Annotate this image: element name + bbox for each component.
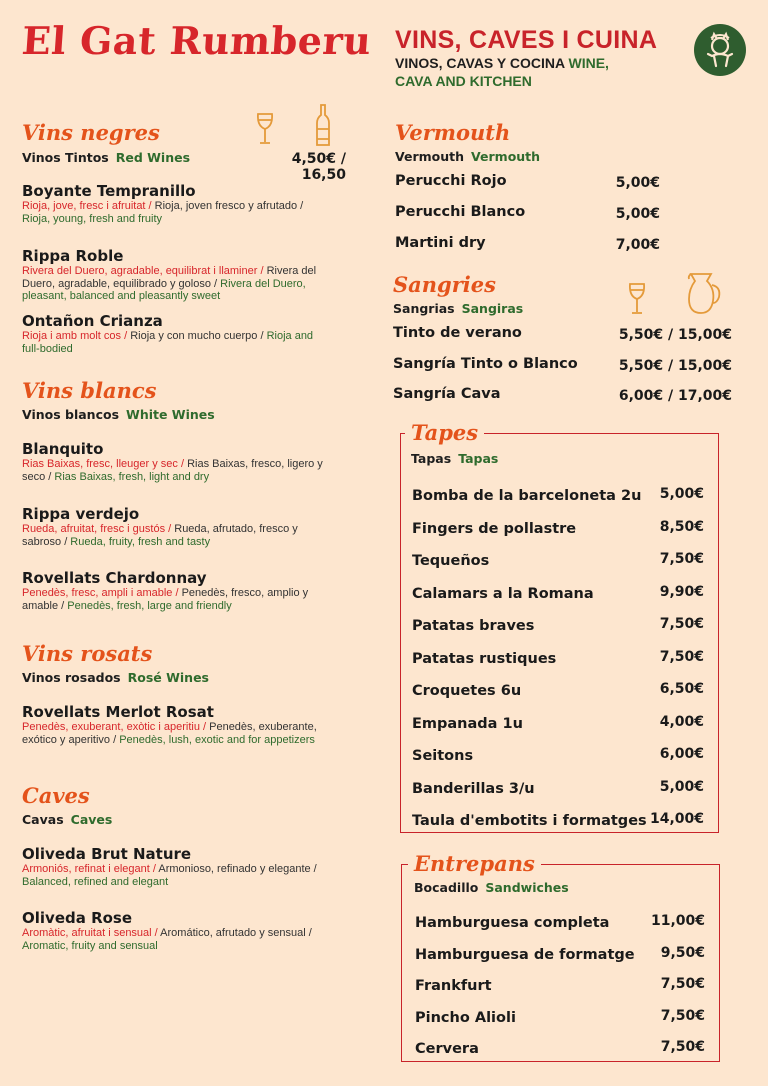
section-title-entrepans: Entrepans: [408, 851, 541, 876]
section-title-vins-rosats: Vins rosats: [22, 641, 153, 666]
wine-glass-icon: [255, 112, 275, 150]
tapa-price: 14,00€: [649, 811, 704, 827]
subtitle-en: Tapas: [458, 451, 499, 466]
jug-icon: [685, 271, 723, 319]
desc-en: Rioja and full-bodied: [22, 330, 314, 355]
subtitle-en: Vermouth: [471, 149, 541, 164]
vermouth-price: 5,00€: [615, 206, 660, 222]
section-subtitle-vins-rosats: [22, 670, 209, 685]
wine-name: Rovellats Chardonnay: [22, 569, 207, 587]
tapa-price: 8,50€: [659, 518, 704, 535]
tapa-name: Seitons: [412, 748, 474, 764]
subtitle-en: Rosé Wines: [127, 670, 209, 685]
section-subtitle-sangries: [393, 301, 523, 316]
desc-en: Penedès, lush, exotic and for appetizers: [116, 733, 315, 746]
sandwich-name: Pincho Alioli: [415, 1009, 516, 1026]
tapa-price: 6,50€: [659, 681, 704, 697]
desc-ca: Rioja, jove, fresc i afruitat /: [22, 200, 152, 212]
wine-description: [22, 265, 332, 303]
tapa-name: Banderillas 3/u: [412, 780, 535, 797]
entrepans-list: [415, 912, 705, 1070]
wine-description: [22, 200, 332, 225]
vermouth-name: Perucchi Rojo: [395, 173, 507, 189]
wine-name: Boyante Tempranillo: [22, 182, 196, 200]
section-subtitle-entrepans: [414, 880, 569, 895]
sangria-name: Sangría Cava: [393, 386, 501, 402]
list-item: [412, 583, 704, 616]
cat-logo-icon: [694, 24, 746, 76]
list-item: [412, 648, 704, 681]
tapa-name: Taula d'embotits i formatges: [412, 813, 647, 829]
header-subtitle-en-1: WINE,: [568, 55, 609, 71]
wine-description: [22, 458, 332, 483]
wine-glass-icon: [627, 282, 647, 320]
header-subtitle-es: VINOS, CAVAS Y COCINA: [395, 55, 565, 71]
wine-name: Oliveda Brut Nature: [22, 845, 192, 863]
wine-item: [22, 569, 332, 612]
tapa-price: 7,50€: [659, 616, 704, 632]
list-item: [415, 1038, 705, 1070]
wine-description: [22, 721, 332, 746]
subtitle-es: Vinos Tintos: [22, 150, 109, 165]
wine-item: [22, 845, 332, 888]
wine-description: [22, 523, 332, 548]
desc-ca: Rioja i amb molt cos /: [22, 330, 128, 342]
list-item: [412, 485, 704, 518]
desc-es: Rias Baixas, fresco, ligero y seco /: [22, 458, 323, 483]
header-subtitle: [395, 54, 665, 90]
tapa-price: 9,90€: [659, 583, 704, 600]
section-title-sangries: Sangries: [393, 272, 496, 297]
list-item: [412, 518, 704, 551]
list-item: [415, 1007, 705, 1039]
list-item: [415, 944, 705, 976]
tapes-list: [412, 485, 704, 843]
desc-en: Rias Baixas, fresh, light and dry: [51, 470, 210, 483]
desc-es: Armonioso, refinado y elegante /: [155, 863, 317, 875]
wine-bottle-icon: [315, 103, 331, 151]
tapa-name: Bomba de la barceloneta 2u: [412, 488, 642, 504]
sangria-price: 6,00€ / 17,00€: [618, 388, 732, 404]
section-subtitle-vins-negres: [22, 150, 190, 165]
tapa-price: 5,00€: [659, 486, 704, 502]
wine-description: [22, 927, 332, 952]
wine-item: [22, 247, 332, 303]
wine-item: [22, 440, 332, 483]
tapa-price: 7,50€: [659, 551, 704, 567]
section-title-vermouth: Vermouth: [395, 120, 511, 145]
sangria-price: 5,50€ / 15,00€: [618, 358, 732, 374]
list-item: [415, 975, 705, 1007]
wine-name: Oliveda Rose: [22, 909, 133, 927]
wine-description: [22, 330, 332, 355]
wine-item: [22, 312, 332, 355]
desc-ca: Rivera del Duero, agradable, equilibrat i llaminer /: [22, 265, 264, 277]
tapa-price: 5,00€: [659, 778, 704, 795]
tapa-name: Patatas rustiques: [412, 650, 557, 667]
sandwich-name: Hamburguesa completa: [415, 915, 610, 931]
wine-name: Rippa verdejo: [22, 505, 140, 523]
tapa-name: Croquetes 6u: [412, 683, 522, 699]
vermouth-name: Perucchi Blanco: [395, 204, 526, 220]
wine-item: [22, 703, 332, 746]
list-item: [412, 680, 704, 713]
section-title-vins-negres: Vins negres: [22, 120, 160, 145]
desc-es: Rioja, joven fresco y afrutado /: [151, 200, 304, 212]
sandwich-name: Hamburguesa de formatge: [415, 946, 635, 963]
sandwich-name: Frankfurt: [415, 978, 492, 994]
subtitle-es: Bocadillo: [414, 880, 479, 895]
wine-description: [22, 587, 332, 612]
tapa-price: 6,00€: [659, 746, 704, 762]
desc-en: Rivera del Duero, pleasant, balanced and pleasantly sweet: [22, 277, 306, 302]
list-item: [412, 745, 704, 778]
header-title: VINS, CAVES I CUINA: [395, 26, 658, 54]
list-item: [412, 615, 704, 648]
sandwich-price: 11,00€: [650, 913, 705, 929]
desc-es: Rueda, afrutado, fresco y sabroso /: [22, 523, 298, 548]
desc-en: Rueda, fruity, fresh and tasty: [67, 535, 211, 548]
sandwich-name: Cervera: [415, 1041, 479, 1057]
wine-name: Ontañon Crianza: [22, 312, 163, 330]
header-subtitle-en-2: CAVA AND KITCHEN: [395, 73, 532, 89]
vermouth-name: Martini dry: [395, 235, 486, 251]
section-title-tapes: Tapes: [405, 420, 484, 445]
subtitle-en: Red Wines: [115, 150, 191, 165]
tapa-price: 4,00€: [659, 713, 704, 730]
section-subtitle-vermouth: [395, 149, 540, 164]
subtitle-es: Tapas: [411, 451, 452, 466]
subtitle-es: Sangrias: [393, 301, 455, 316]
tapa-name: Tequeños: [412, 553, 490, 569]
subtitle-en: Caves: [70, 812, 113, 827]
sandwich-price: 9,50€: [660, 944, 705, 961]
subtitle-en: Sandwiches: [485, 880, 569, 895]
desc-ca: Rias Baixas, fresc, lleuger y sec /: [22, 458, 185, 470]
sandwich-price: 7,50€: [660, 1007, 705, 1024]
tapa-name: Empanada 1u: [412, 715, 523, 732]
section-subtitle-vins-blancs: [22, 407, 215, 422]
desc-en: Aromatic, fruity and sensual: [22, 939, 158, 952]
desc-ca: Penedès, exuberant, exòtic i aperitiu /: [22, 721, 207, 733]
desc-en: Balanced, refined and elegant: [22, 875, 169, 888]
section-subtitle-caves: [22, 812, 112, 827]
wine-name: Rovellats Merlot Rosat: [22, 703, 214, 721]
desc-es: Aromático, afrutado y sensual /: [157, 927, 312, 939]
subtitle-es: Vermouth: [395, 149, 465, 164]
section-title-vins-blancs: Vins blancs: [22, 378, 157, 403]
tapa-name: Fingers de pollastre: [412, 520, 577, 537]
tapa-name: Patatas braves: [412, 618, 535, 634]
vermouth-price: 5,00€: [615, 175, 660, 191]
list-item: [412, 550, 704, 583]
sandwich-price: 7,50€: [660, 976, 705, 992]
list-item: [412, 713, 704, 746]
vins-negres-price: 4,50€ / 16,50: [291, 151, 346, 183]
wine-name: Rippa Roble: [22, 247, 124, 265]
desc-ca: Armoniós, refinat i elegant /: [22, 863, 156, 875]
tapa-name: Calamars a la Romana: [412, 585, 594, 602]
subtitle-es: Cavas: [22, 812, 64, 827]
brand-title: El Gat Rumberu: [20, 18, 373, 63]
subtitle-es: Vinos blancos: [22, 407, 120, 422]
wine-item: [22, 505, 332, 548]
desc-es: Penedès, exuberante, exótico y aperitivo /: [22, 721, 317, 746]
subtitle-es: Vinos rosados: [22, 670, 121, 685]
subtitle-en: Sangiras: [461, 301, 524, 316]
desc-ca: Penedès, fresc, ampli i amable /: [22, 587, 179, 599]
list-item: [415, 912, 705, 944]
sangria-name: Sangría Tinto o Blanco: [393, 356, 578, 372]
sangria-price: 5,50€ / 15,00€: [618, 327, 732, 343]
list-item: [412, 810, 704, 843]
subtitle-en: White Wines: [126, 407, 215, 422]
section-subtitle-tapes: [411, 451, 498, 466]
wine-name: Blanquito: [22, 440, 104, 458]
desc-en: Penedès, fresh, large and friendly: [64, 599, 232, 612]
desc-en: Rioja, young, fresh and fruity: [22, 212, 163, 225]
sangria-name: Tinto de verano: [393, 325, 522, 341]
desc-ca: Rueda, afruitat, fresc i gustós /: [22, 523, 172, 535]
desc-es: Rivera del Duero, agradable, equilibrado y goloso /: [22, 265, 317, 290]
list-item: [412, 778, 704, 811]
desc-ca: Aromàtic, afruitat i sensual /: [22, 927, 158, 939]
wine-description: [22, 863, 332, 888]
wine-item: [22, 909, 332, 952]
wine-item: [22, 182, 332, 225]
desc-es: Penedès, fresco, amplio y amable /: [22, 587, 309, 612]
section-title-caves: Caves: [22, 783, 90, 808]
sandwich-price: 7,50€: [660, 1039, 705, 1055]
desc-es: Rioja y con mucho cuerpo /: [127, 330, 264, 342]
tapa-price: 7,50€: [659, 648, 704, 665]
vermouth-price: 7,00€: [615, 237, 660, 253]
